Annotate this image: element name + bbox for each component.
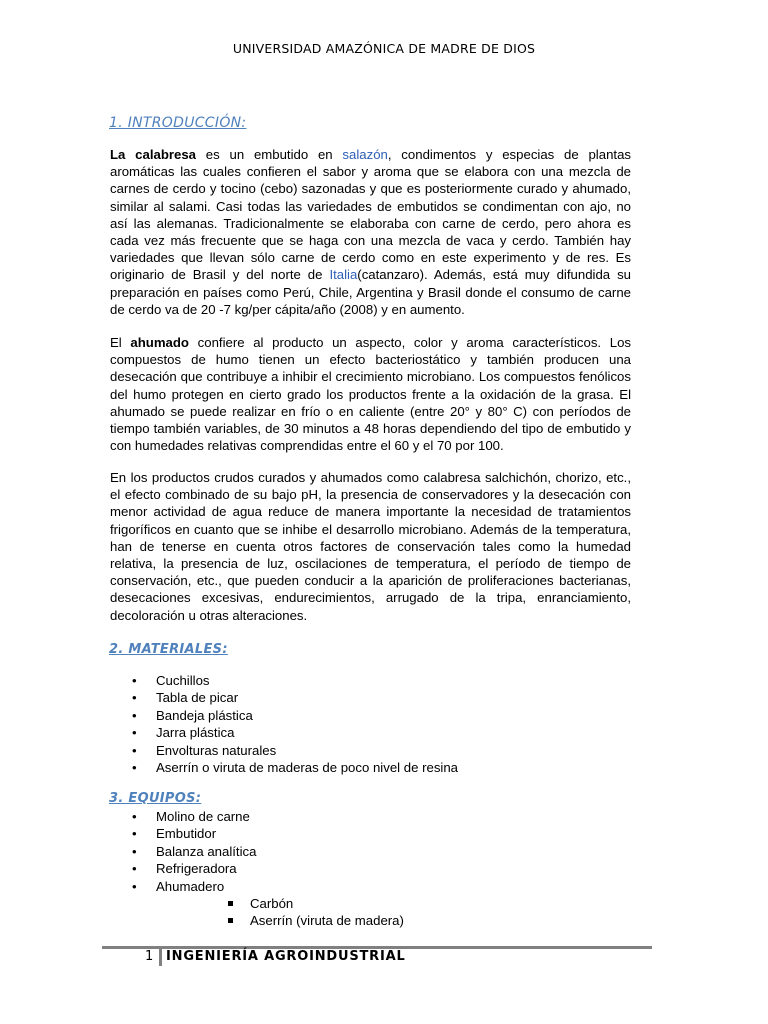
- paragraph-ahumado: [110, 334, 631, 454]
- page-number: 1: [145, 949, 154, 964]
- section-heading-equipos: 3. EQUIPOS:: [109, 791, 202, 806]
- list-item: • Bandeja plástica: [110, 707, 458, 724]
- paragraph-text: es un embutido en: [196, 147, 343, 162]
- footer-separator: [159, 949, 162, 966]
- section-heading-introduccion: 1. INTRODUCCIÓN:: [109, 115, 247, 131]
- list-item: • Balanza analítica: [110, 843, 256, 860]
- sublist-item: Carbón: [228, 895, 404, 912]
- term-calabresa: La calabresa: [110, 147, 197, 162]
- list-item: • Molino de carne: [110, 808, 256, 825]
- link-italia[interactable]: Italia: [329, 267, 358, 283]
- link-salazon[interactable]: salazón: [342, 147, 388, 162]
- document-header: UNIVERSIDAD AMAZÓNICA DE MADRE DE DIOS: [232, 41, 536, 56]
- term-ahumado: ahumado: [130, 335, 189, 350]
- equipos-list: [110, 808, 256, 895]
- paragraph-productos-crudos: En los productos crudos curados y ahumados como calabresa salchichón, chorizo, etc., el efecto combinado de su bajo pH, la presencia de conservadores y la desecación con menor actividad de agua reduce de manera importante la necesidad de tratamientos frigoríficos en cuanto que se inhibe el desarrollo microbiano. Además de la temperatura, han de tenerse en cuenta otros factores de conservación tales como la humedad relativa, la presencia de luz, oscilaciones de temperatura, el período de tiempo de conservación, etc., que pueden conducir a la aparición de proliferaciones bacterianas, desecaciones excesivas, endurecimientos, arrugado de la tripa, enranciamiento, decoloración u otras alteraciones.: [110, 470, 631, 623]
- list-item: • Ahumadero: [110, 878, 256, 895]
- list-item: • Refrigeradora: [110, 860, 256, 877]
- list-item: • Tabla de picar: [110, 689, 458, 706]
- paragraph-text: confiere al producto un aspecto, color y aroma característicos. Los compuestos de humo tienen un efecto bacteriostático y también producen una desecación que contribuye a inhibir el crecimiento microbiano. Los compuestos fenólicos del humo protegen en cierto grado los productos frente a la oxidación de la grasa. El ahumado se puede realizar en frío o en caliente (entre 20° y 80° C) con períodos de tiempo también variables, de 30 minutos a 48 horas dependiendo del tipo de embutido y con humedades relativas comprendidas entre el 60 y el 70 por 100.: [110, 335, 631, 454]
- paragraph-calabresa: [110, 146, 631, 318]
- materiales-list: [110, 672, 458, 776]
- list-item: • Embutidor: [110, 825, 256, 842]
- paragraph-text: (catanzaro). Además, está muy difundida su preparación en países como Perú, Chile, Argentina y Brasil donde el consumo de carne de cerdo va de 20 -7 kg/per cápita/año (2008) y en aumento.: [110, 267, 631, 317]
- paragraph-text: El: [110, 335, 131, 350]
- sublist-item: Aserrín (viruta de madera): [228, 912, 404, 929]
- list-item: • Cuchillos: [110, 672, 458, 689]
- paragraph-text: , condimentos y especias de plantas aromáticas las cuales confieren el sabor y aroma que se elabora con una mezcla de carnes de cerdo y tocino (cebo) sazonadas y que es posteriormente curado y ahumado, similar al salami. Casi todas las variedades de embutidos se condimentan con ajo, no así las alemanas. Tradicionalmente se elaboraba con carne de cerdo, pero ahora es cada vez más frecuente que se haga con una mezcla de vaca y cerdo. También hay variedades que llevan sólo carne de cerdo como en este experimento y de res. Es originario de Brasil y del norte de: [110, 147, 631, 283]
- footer-title: INGENIERÍA AGROINDUSTRIAL: [166, 949, 406, 964]
- section-heading-materiales: 2. MATERIALES:: [109, 642, 228, 657]
- list-item: • Aserrín o viruta de maderas de poco nivel de resina: [110, 759, 458, 776]
- list-item: • Jarra plástica: [110, 724, 458, 741]
- ahumadero-sublist: [228, 895, 404, 930]
- list-item: • Envolturas naturales: [110, 742, 458, 759]
